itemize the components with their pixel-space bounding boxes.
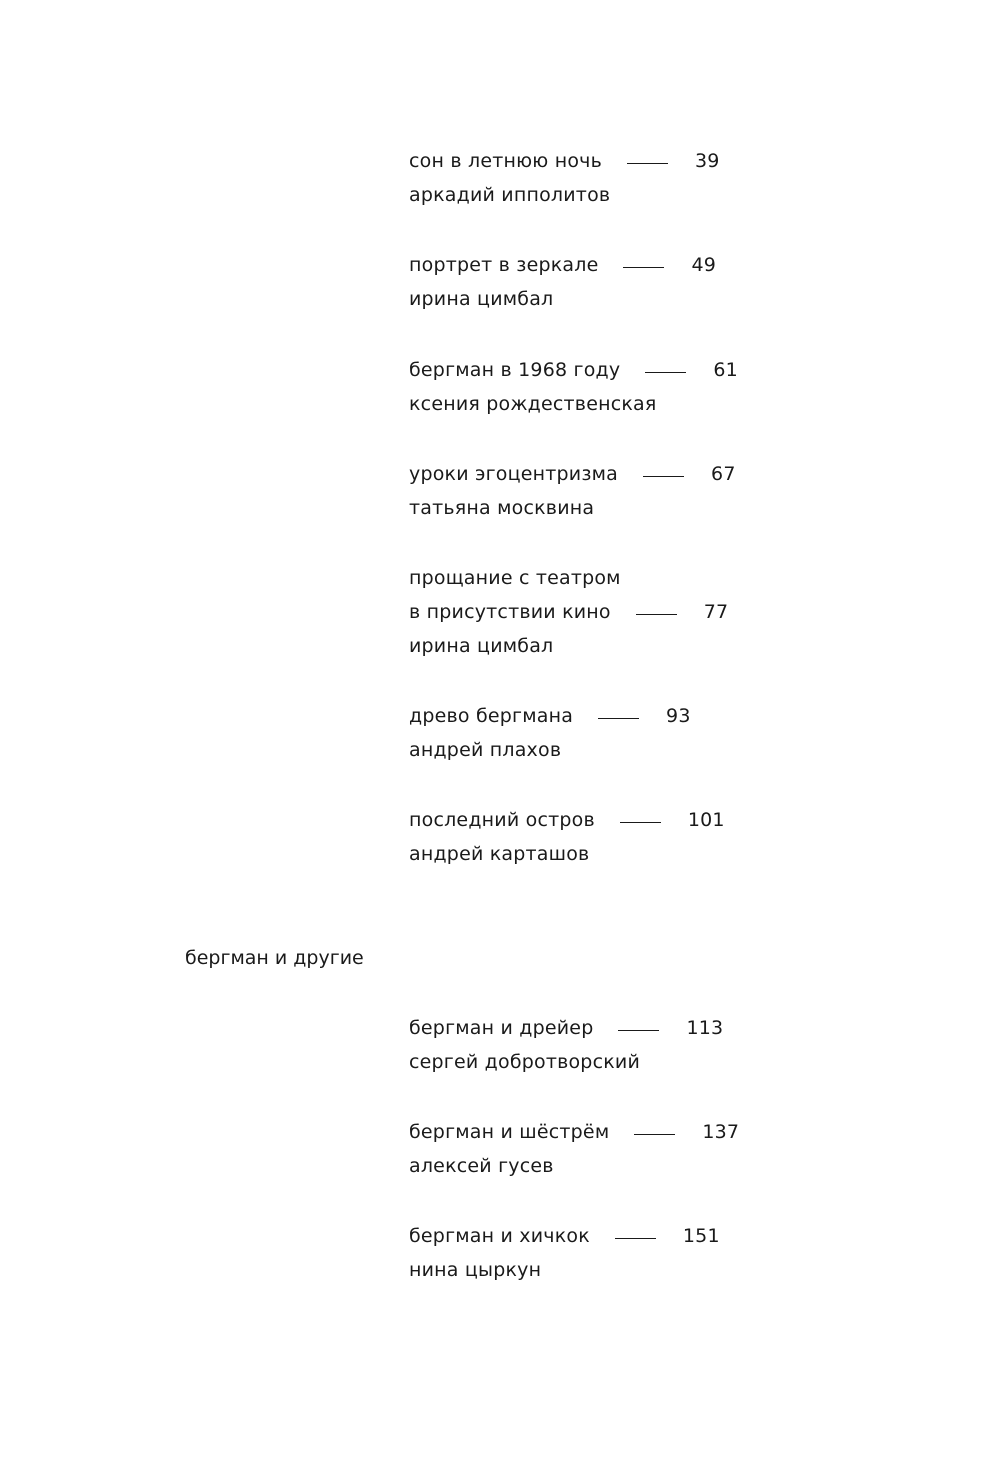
leader-dash xyxy=(645,372,686,373)
toc-page-number: 137 xyxy=(702,1121,740,1143)
toc-title-line xyxy=(409,1115,739,1149)
toc-title: последний остров xyxy=(409,809,595,831)
toc-author: ирина цимбал xyxy=(409,635,554,657)
toc-page-number: 93 xyxy=(666,705,691,727)
toc-author: татьяна москвина xyxy=(409,497,595,519)
toc-author: нина цыркун xyxy=(409,1259,542,1281)
leader-dash xyxy=(598,718,639,719)
toc-title: бергман и шёстрём xyxy=(409,1121,610,1143)
leader-dash xyxy=(620,822,661,823)
toc-entry xyxy=(409,1115,739,1183)
toc-title: древо бергмана xyxy=(409,705,574,727)
toc-entry xyxy=(409,248,716,316)
toc-page-number: 77 xyxy=(703,601,729,623)
toc-author: сергей добротворский xyxy=(409,1051,640,1073)
leader-dash xyxy=(623,267,664,268)
toc-entry xyxy=(409,699,691,767)
toc-page-number: 151 xyxy=(682,1225,720,1247)
toc-author: алексей гусев xyxy=(409,1155,554,1177)
toc-title-line xyxy=(409,248,716,282)
toc-title-line xyxy=(409,595,728,629)
toc-entry xyxy=(409,144,720,212)
toc-title: в присутствии кино xyxy=(409,601,611,623)
toc-page-number: 61 xyxy=(713,359,738,381)
toc-entry xyxy=(409,1219,720,1287)
toc-entry xyxy=(409,803,725,871)
leader-dash xyxy=(634,1134,675,1135)
toc-title: прощание с театром xyxy=(409,567,621,589)
toc-entry xyxy=(409,457,736,525)
toc-title: бергман и хичкок xyxy=(409,1225,590,1247)
leader-dash xyxy=(615,1238,656,1239)
leader-dash xyxy=(627,163,668,164)
toc-title-line xyxy=(409,1011,723,1045)
toc-title: сон в летнюю ночь xyxy=(409,150,602,172)
toc-title-line xyxy=(409,699,691,733)
toc-page-number: 39 xyxy=(695,150,720,172)
toc-page-number: 67 xyxy=(711,463,736,485)
toc-title: уроки эгоцентризма xyxy=(409,463,619,485)
toc-author: аркадий ипполитов xyxy=(409,184,611,206)
toc-author: андрей карташов xyxy=(409,843,590,865)
toc-author: андрей плахов xyxy=(409,739,562,761)
toc-author: ксения рождественская xyxy=(409,393,657,415)
toc-title: портрет в зеркале xyxy=(409,254,599,276)
toc-title-line xyxy=(409,144,720,178)
toc-entry xyxy=(409,1011,723,1079)
leader-dash xyxy=(618,1030,659,1031)
leader-dash xyxy=(643,476,684,477)
toc-title-line xyxy=(409,1219,720,1253)
leader-dash xyxy=(636,614,677,615)
toc-title: бергман в 1968 году xyxy=(409,359,621,381)
toc-entry xyxy=(409,353,738,421)
toc-title-line xyxy=(409,803,725,837)
toc-title-line xyxy=(409,353,738,387)
toc-page-number: 101 xyxy=(687,809,725,831)
toc-title-line xyxy=(409,457,736,491)
section-heading: бергман и другие xyxy=(185,947,364,969)
toc-entry xyxy=(409,561,728,663)
toc-author: ирина цимбал xyxy=(409,288,554,310)
toc-page-number: 49 xyxy=(691,254,717,276)
toc-title-line xyxy=(409,561,728,595)
toc-page-number: 113 xyxy=(686,1017,724,1039)
toc-title: бергман и дрейер xyxy=(409,1017,594,1039)
